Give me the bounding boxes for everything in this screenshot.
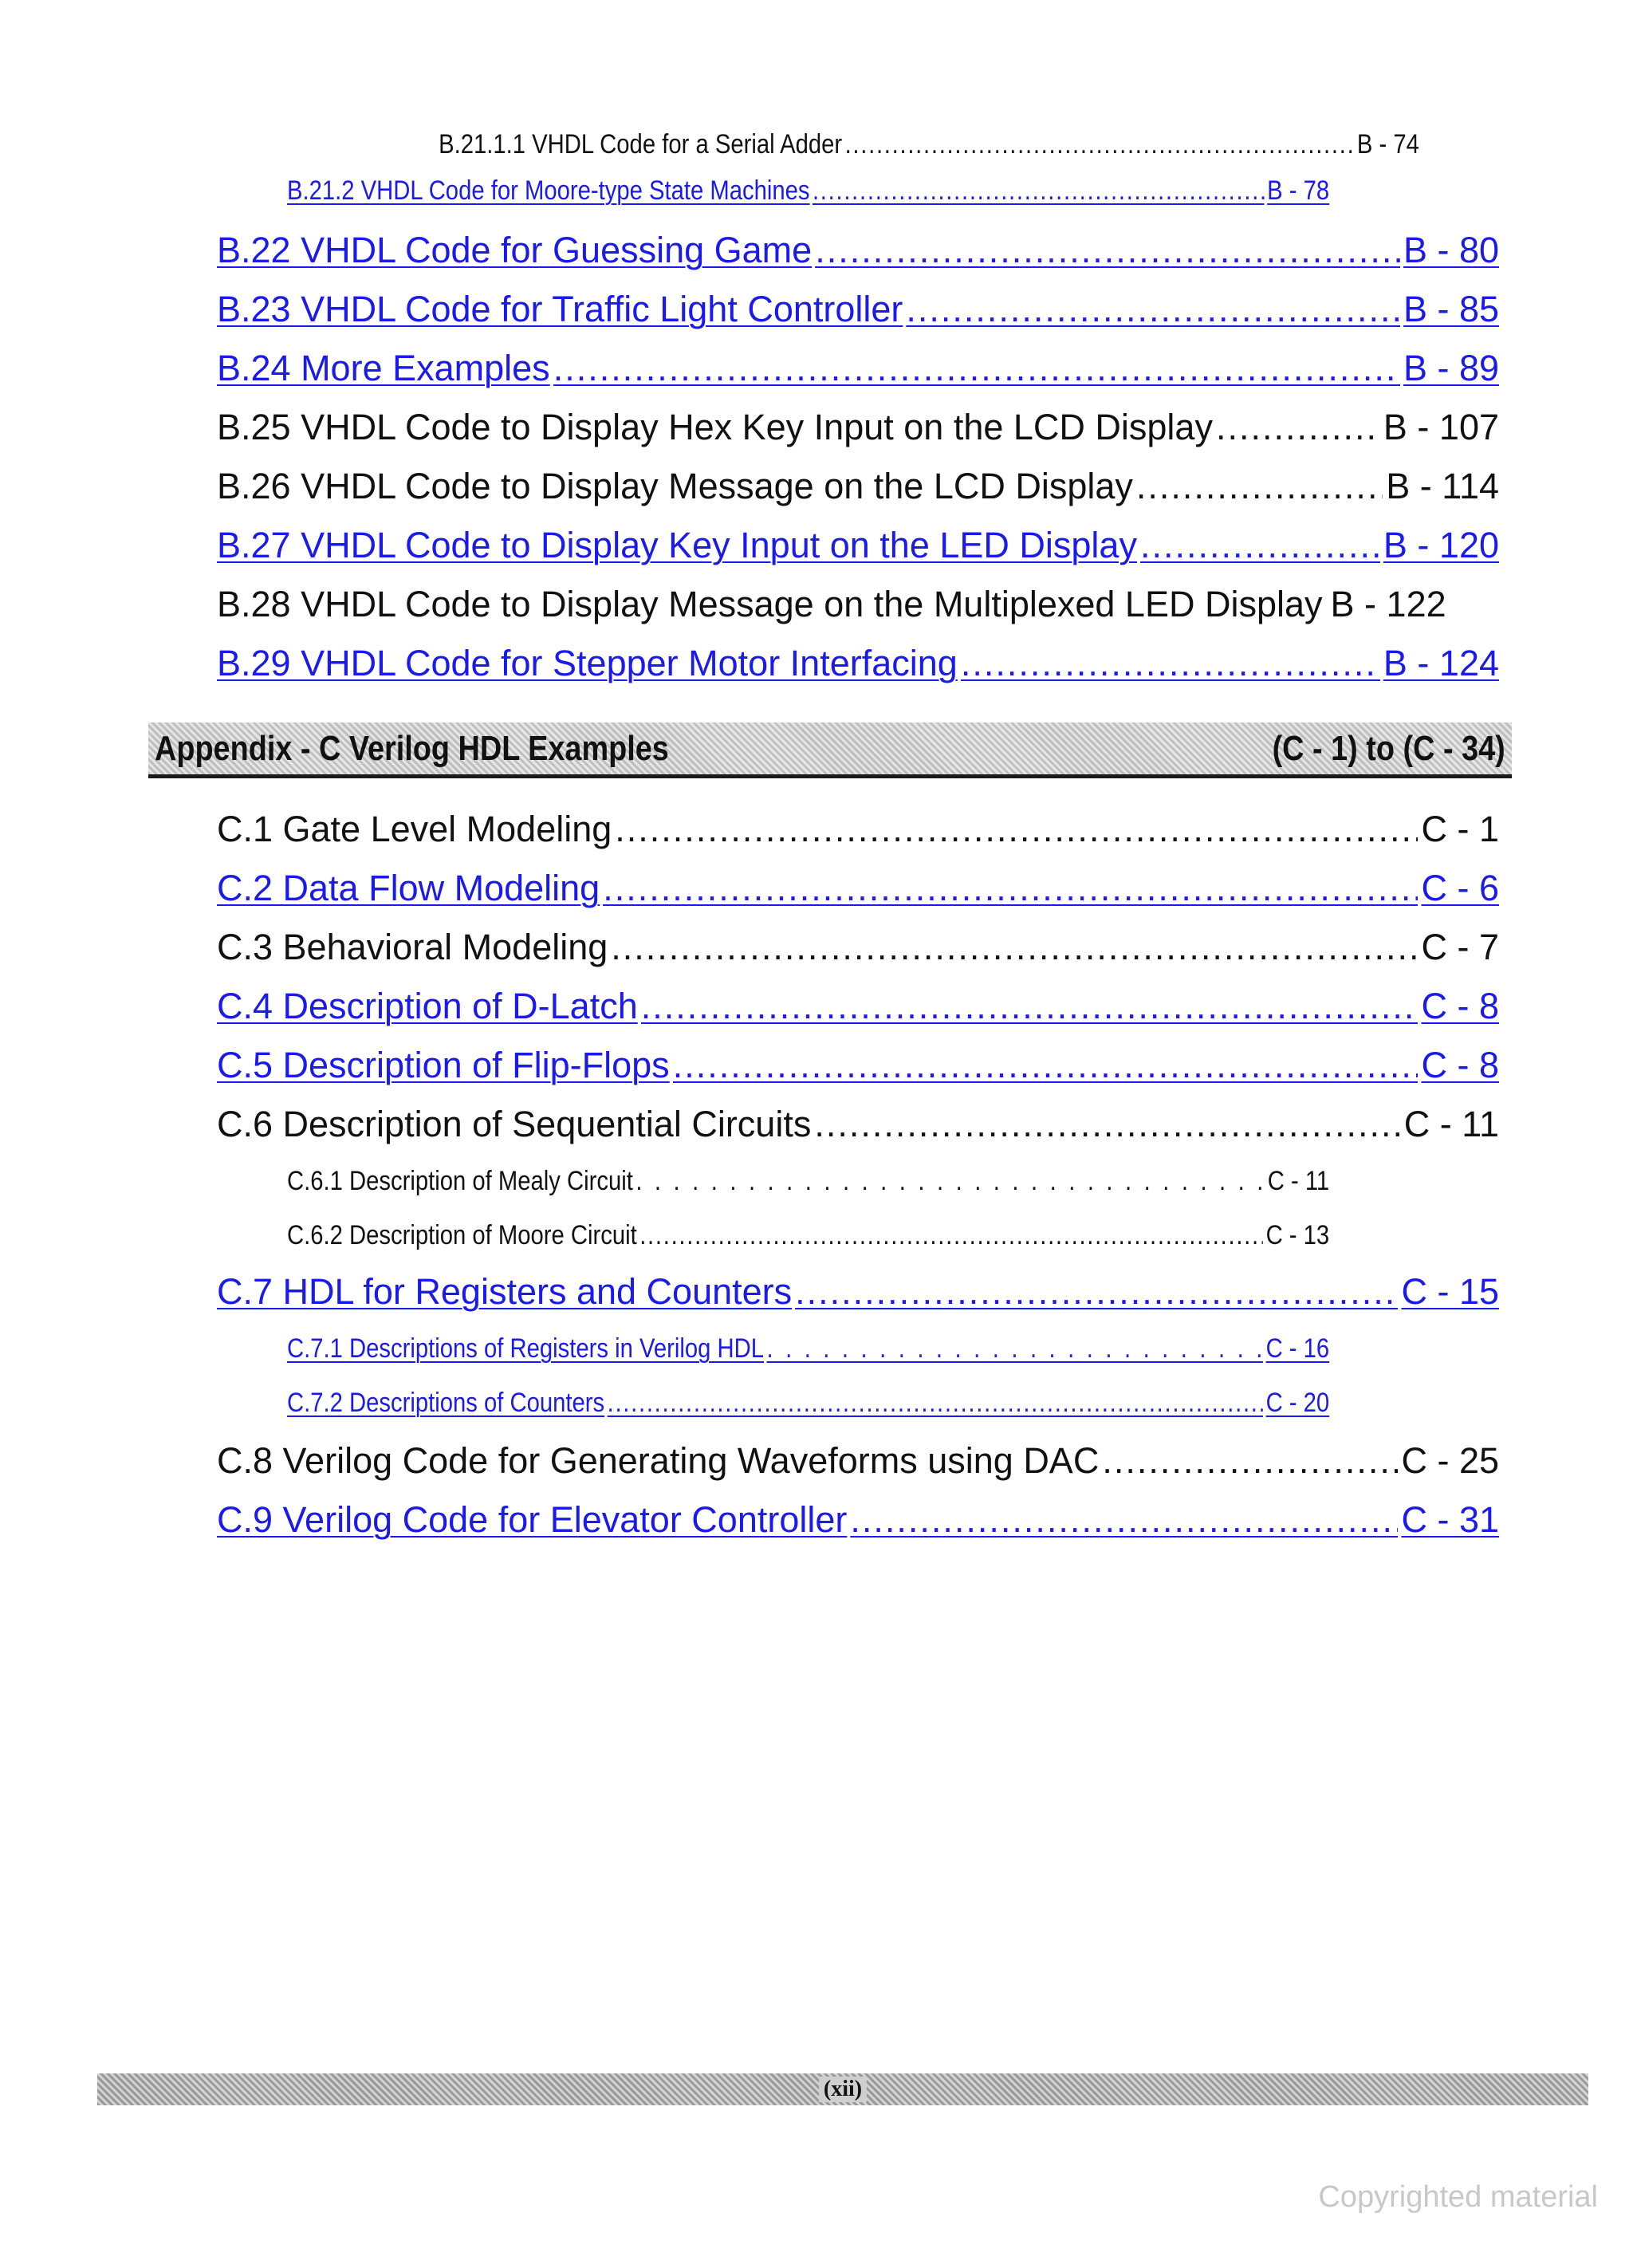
toc-entry-page: B - 74: [1356, 129, 1419, 159]
toc-entry-b-23[interactable]: [217, 289, 1499, 330]
toc-entry-b-26: [217, 466, 1499, 507]
toc-entry-c-4[interactable]: [217, 986, 1499, 1027]
dot-leader: [813, 175, 1265, 207]
toc-entry-b-21-1-1: [439, 129, 1419, 160]
toc-entry-c-6-2: [287, 1220, 1329, 1251]
toc-entry-title: C.4 Description of D-Latch: [217, 986, 638, 1026]
toc-entry-title: C.7.2 Descriptions of Counters: [287, 1388, 605, 1418]
toc-entry-title: C.2 Data Flow Modeling: [217, 868, 600, 908]
toc-entry-title: B.29 VHDL Code for Stepper Motor Interfacing: [217, 643, 958, 683]
toc-entry-title: B.28 VHDL Code to Display Message on the Multiplexed LED Display: [217, 584, 1323, 624]
toc-entry-c-6-1: [287, 1166, 1329, 1197]
dot-leader: [1102, 1440, 1398, 1482]
toc-entry-page: B - 124: [1383, 643, 1499, 683]
toc-entry-b-29[interactable]: [217, 643, 1499, 684]
toc-entry-page: B - 78: [1267, 175, 1330, 206]
toc-entry-page: C - 20: [1265, 1388, 1330, 1418]
toc-entry-title: C.6.1 Description of Mealy Circuit: [287, 1166, 633, 1196]
toc-entry-c-9[interactable]: [217, 1499, 1499, 1541]
toc-entry-page: C - 11: [1267, 1166, 1330, 1196]
toc-entry-page: B - 107: [1383, 407, 1499, 447]
toc-entry-title: B.22 VHDL Code for Guessing Game: [217, 230, 813, 270]
toc-entry-title: B.21.2 VHDL Code for Moore-type State Machines: [287, 175, 810, 206]
toc-entry-page: C - 16: [1265, 1333, 1330, 1364]
toc-entry-page: B - 114: [1386, 466, 1499, 506]
dot-leader: [641, 986, 1419, 1027]
copyright-watermark: Copyrighted material: [1318, 2180, 1598, 2214]
dot-leader: [608, 1388, 1264, 1419]
toc-entry-title: C.3 Behavioral Modeling: [217, 927, 608, 967]
toc-entry-b-27[interactable]: [217, 525, 1499, 566]
toc-entry-c-7[interactable]: [217, 1271, 1499, 1313]
dot-leader: [635, 1166, 1265, 1197]
page-number: (xii): [819, 2077, 867, 2102]
toc-entry-page: B - 122: [1330, 584, 1446, 624]
dot-leader: [845, 129, 1355, 160]
toc-entry-page: C - 11: [1403, 1104, 1499, 1144]
toc-entry-title: B.25 VHDL Code to Display Hex Key Input on the LCD Display: [217, 407, 1213, 447]
toc-entry-b-28: [217, 584, 1499, 625]
toc-entry-title: B.23 VHDL Code for Traffic Light Controller: [217, 289, 903, 329]
toc-entry-title: C.7.1 Descriptions of Registers in Verilog HDL: [287, 1333, 765, 1364]
toc-entry-title: C.9 Verilog Code for Elevator Controller: [217, 1499, 848, 1540]
toc-entry-page: C - 1: [1421, 809, 1499, 849]
toc-entry-b-21-2[interactable]: [287, 175, 1329, 207]
toc-entry-title: B.26 VHDL Code to Display Message on the LCD Display: [217, 466, 1133, 506]
toc-entry-page: C - 13: [1265, 1220, 1330, 1250]
toc-entry-c-3: [217, 927, 1499, 968]
toc-entry-page: B - 120: [1383, 525, 1499, 565]
dot-leader: [1216, 407, 1380, 448]
dot-leader: [603, 868, 1418, 909]
dot-leader: [1136, 466, 1383, 507]
appendix-title: Appendix - C Verilog HDL Examples: [155, 728, 669, 768]
toc-entry-c-6: [217, 1104, 1499, 1145]
toc-entry-page: B - 80: [1403, 230, 1499, 270]
appendix-c-header: [148, 723, 1512, 778]
toc-entry-c-5[interactable]: [217, 1045, 1499, 1086]
toc-entry-page: C - 8: [1421, 1045, 1499, 1085]
toc-entry-b-22[interactable]: [217, 230, 1499, 271]
toc-entry-page: C - 25: [1401, 1440, 1499, 1481]
toc-entry-b-25: [217, 407, 1499, 448]
toc-entry-title: C.6 Description of Sequential Circuits: [217, 1104, 812, 1144]
footer-bar: [97, 2073, 1588, 2105]
toc-entry-c-2[interactable]: [217, 868, 1499, 909]
toc-entry-c-1: [217, 809, 1499, 850]
dot-leader: [611, 927, 1418, 968]
dot-leader: [766, 1333, 1263, 1364]
dot-leader: [906, 289, 1400, 330]
toc-entry-page: B - 89: [1403, 348, 1499, 388]
dot-leader: [814, 1104, 1400, 1145]
dot-leader: [961, 643, 1380, 684]
toc-entry-title: B.21.1.1 VHDL Code for a Serial Adder: [439, 129, 843, 159]
dot-leader: [639, 1220, 1263, 1251]
toc-entry-page: C - 15: [1401, 1271, 1499, 1312]
toc-entry-c-7-1[interactable]: [287, 1333, 1329, 1364]
toc-entry-page: B - 85: [1403, 289, 1499, 329]
toc-entry-title: C.7 HDL for Registers and Counters: [217, 1271, 793, 1312]
toc-entry-page: C - 8: [1421, 986, 1499, 1026]
toc-entry-c-8: [217, 1440, 1499, 1482]
dot-leader: [615, 809, 1418, 850]
toc-entry-c-7-2[interactable]: [287, 1388, 1329, 1419]
dot-leader: [1140, 525, 1380, 566]
appendix-page-range: (C - 1) to (C - 34): [1272, 728, 1505, 768]
toc-entry-b-24[interactable]: [217, 348, 1499, 389]
toc-entry-page: C - 31: [1401, 1499, 1499, 1540]
toc-entry-title: C.6.2 Description of Moore Circuit: [287, 1220, 637, 1250]
toc-entry-title: C.1 Gate Level Modeling: [217, 809, 612, 849]
toc-entry-page: C - 6: [1421, 868, 1499, 908]
dot-leader: [553, 348, 1400, 389]
toc-entry-title: B.24 More Examples: [217, 348, 550, 388]
toc-entry-title: B.27 VHDL Code to Display Key Input on the LED Display: [217, 525, 1137, 565]
dot-leader: [673, 1045, 1419, 1086]
dot-leader: [815, 230, 1400, 271]
toc-entry-title: C.8 Verilog Code for Generating Waveforms using DAC: [217, 1440, 1100, 1481]
toc-entry-title: C.5 Description of Flip-Flops: [217, 1045, 670, 1085]
dot-leader: [850, 1499, 1398, 1541]
dot-leader: [795, 1271, 1398, 1313]
toc-entry-page: C - 7: [1421, 927, 1499, 967]
